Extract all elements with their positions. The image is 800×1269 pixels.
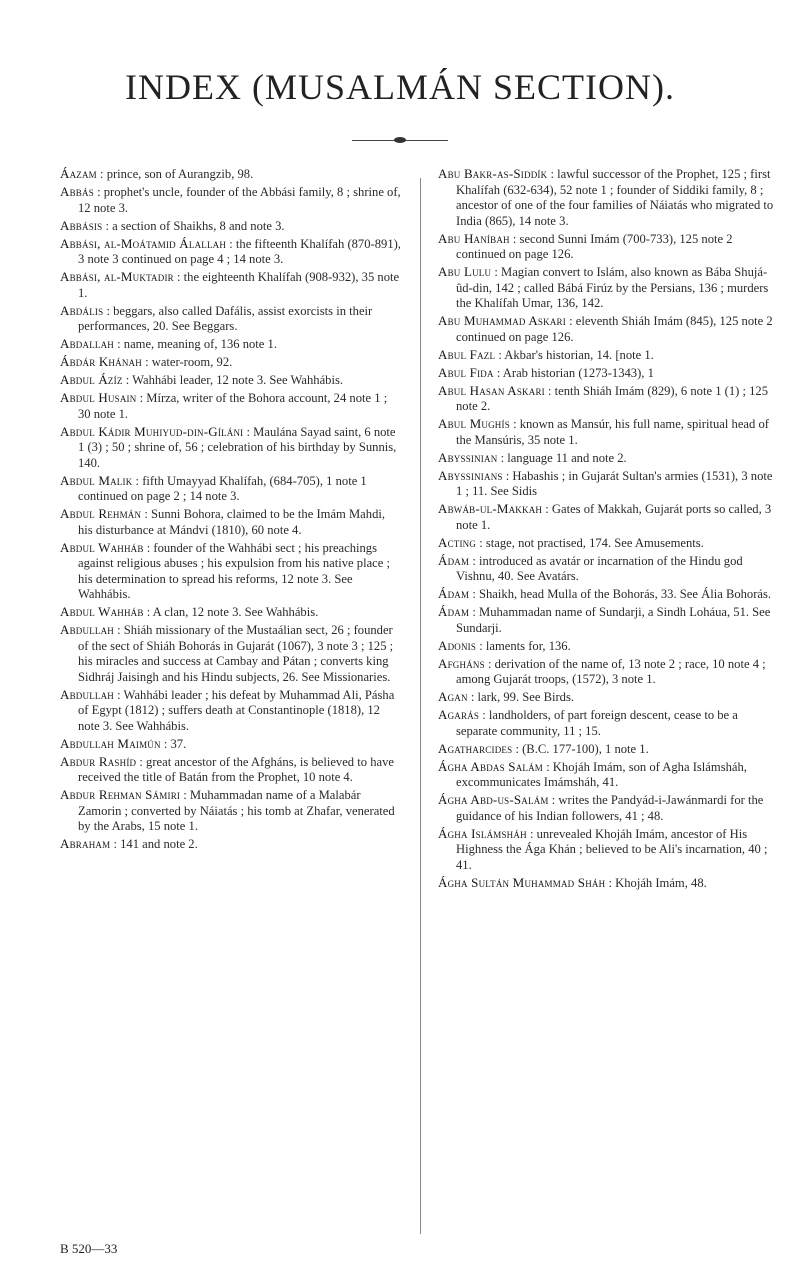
entry-heading: Ágha Abdas Salám bbox=[438, 758, 543, 774]
entry-text: : 141 and note 2. bbox=[113, 837, 198, 851]
entry-heading: Agan bbox=[438, 689, 468, 704]
entry-heading: Abdul Malik bbox=[60, 472, 133, 488]
entry-heading: Abwáb-ul-Makkah bbox=[438, 501, 543, 516]
index-entry bbox=[438, 535, 780, 552]
entry-text: : a section of Shaikhs, 8 and note 3. bbox=[105, 218, 285, 233]
entry-heading: Ádam bbox=[438, 604, 470, 619]
entry-heading: Ábdár Khánah bbox=[60, 354, 142, 369]
entry-text: : Shiáh missionary of the Mustaálian sect, 26 ; founder of the sect of Shiáh Bohorás in Gujarát (1067), 3 note 3 ; 125 ; his miracles and success at Cambay and Pátan ; converts king Sidhráj Jaisingh and his Hindu subjects, 26. See Missionaries. bbox=[78, 623, 394, 684]
entry-heading: Abdur Rashíd bbox=[60, 753, 137, 769]
entry-text: : Arab historian (1273-1343), 1 bbox=[496, 365, 654, 380]
entry-text: : A clan, 12 note 3. See Wahhábis. bbox=[146, 605, 319, 619]
index-entry bbox=[60, 390, 402, 422]
entry-text: : beggars, also called Dafális, assist exorcists in their performances, 20. See Beggars. bbox=[78, 303, 373, 333]
entry-heading: Acting bbox=[438, 534, 477, 550]
entry-text: : name, meaning of, 136 note 1. bbox=[117, 337, 277, 351]
entry-text: : Khojáh Imám, son of Agha Islámsháh, excommunicates Imámsháh, 41. bbox=[456, 759, 747, 789]
index-entry bbox=[60, 836, 402, 853]
index-column-left bbox=[60, 166, 402, 854]
entry-text: : derivation of the name of, 13 note 2 ; race, 10 note 4 ; among Gujarát troops, (1572), 3 note 1. bbox=[456, 656, 766, 686]
index-entry bbox=[438, 313, 780, 345]
entry-text: : Wahhábi leader, 12 note 3. See Wahhábis. bbox=[125, 373, 344, 387]
entry-heading: Abdul Ázíz bbox=[60, 372, 123, 387]
entry-text: : Habashis ; in Gujarát Sultan's armies (1531), 3 note 1 ; 11. See Sidis bbox=[456, 468, 773, 498]
entry-text: : introduced as avatár or incarnation of the Hindu god Vishnu, 40. See Avatárs. bbox=[456, 553, 743, 583]
index-column-right bbox=[438, 166, 780, 893]
index-entry bbox=[60, 687, 402, 735]
entry-text: : Sunni Bohora, claimed to be the Imám Mahdi, his disturbance at Mándvi (1810), 60 note 4. bbox=[78, 507, 386, 537]
entry-heading: Agarás bbox=[438, 707, 480, 722]
entry-heading: Abu Haníbah bbox=[438, 230, 510, 246]
entry-heading: Agatharcides bbox=[438, 740, 513, 756]
entry-text: : second Sunni Imám (700-733), 125 note 2 continued on page 126. bbox=[456, 231, 733, 261]
entry-heading: Ágha Islámsháh bbox=[438, 825, 527, 841]
index-entry bbox=[60, 336, 402, 353]
entry-heading: Afgháns bbox=[438, 655, 485, 671]
index-entry bbox=[60, 473, 402, 505]
entry-heading: Ádam bbox=[438, 586, 470, 601]
entry-text: : laments for, 136. bbox=[479, 638, 571, 653]
index-entry bbox=[438, 689, 780, 706]
entry-heading: Abdullah bbox=[60, 686, 114, 702]
index-entry bbox=[438, 759, 780, 791]
index-entry bbox=[438, 231, 780, 263]
index-entry bbox=[60, 166, 402, 183]
index-entry bbox=[60, 754, 402, 786]
index-entry bbox=[438, 347, 780, 364]
index-entry bbox=[60, 540, 402, 603]
entry-heading: Abdallah bbox=[60, 336, 114, 351]
index-entry bbox=[438, 792, 780, 824]
index-entry bbox=[60, 787, 402, 835]
entry-heading: Adonis bbox=[438, 637, 477, 653]
entry-text: : unrevealed Khojáh Imám, ancestor of His Highness the Ága Khán ; believed to be Ali's incarnation, 40 ; 41. bbox=[456, 826, 768, 872]
index-entry bbox=[438, 707, 780, 739]
entry-text: : eleventh Shiáh Imám (845), 125 note 2 continued on page 126. bbox=[456, 314, 773, 344]
entry-text: : Maulána Sayad saint, 6 note 1 (3) ; 50 ; shrine of, 56 ; celebration of his birthday by Sunnis, 140. bbox=[78, 424, 397, 470]
index-entry bbox=[438, 365, 780, 382]
entry-heading: Abdullah bbox=[60, 622, 114, 637]
entry-text: : tenth Shiáh Imám (829), 6 note 1 (1) ; 125 note 2. bbox=[456, 383, 769, 413]
index-entry bbox=[60, 604, 402, 621]
index-entry bbox=[438, 501, 780, 533]
index-entry bbox=[438, 826, 780, 874]
entry-heading: Abdul Kádir Muhiyud-din-Gíláni bbox=[60, 423, 244, 439]
entry-heading: Abu Muhammad Askari bbox=[438, 313, 566, 328]
entry-heading: Abul Fazl bbox=[438, 346, 496, 362]
entry-heading: Ágha Abd-us-Salám bbox=[438, 792, 549, 807]
entry-text: : known as Mansúr, his full name, spiritual head of the Mansúris, 35 note 1. bbox=[456, 417, 769, 447]
entry-text: : fifth Umayyad Khalífah, (684-705), 1 note 1 continued on page 2 ; 14 note 3. bbox=[78, 473, 367, 503]
index-entry bbox=[60, 354, 402, 371]
entry-heading: Abbásis bbox=[60, 217, 103, 233]
entry-text: : founder of the Wahhábi sect ; his preachings against religious abuses ; his expulsion from his native place ; his determination to spread his reforms, 12 note 3. See Wahhábis. bbox=[78, 540, 390, 601]
entry-text: : the eighteenth Khalífah (908-932), 35 note 1. bbox=[78, 270, 400, 300]
index-entry bbox=[438, 383, 780, 415]
index-entry bbox=[60, 303, 402, 335]
entry-heading: Abu Lulu bbox=[438, 264, 492, 279]
entry-heading: Abul Fida bbox=[438, 364, 494, 380]
entry-heading: Abul Mughís bbox=[438, 416, 510, 431]
entry-heading: Abdur Rehman Sámiri bbox=[60, 787, 181, 802]
entry-text: : Magian convert to Islám, also known as Bába Shujá-ûd-din, 142 ; called Bábá Firúz by the Persians, 136 ; murders the Khalífah Umar, 136, 142. bbox=[456, 265, 769, 310]
index-entry bbox=[60, 218, 402, 235]
entry-heading: Abdul Rehmán bbox=[60, 506, 142, 521]
entry-heading: Abu Bakr-as-Siddík bbox=[438, 166, 548, 181]
entry-text: : language 11 and note 2. bbox=[500, 450, 627, 465]
entry-text: : stage, not practised, 174. See Amusements. bbox=[479, 535, 704, 550]
entry-text: : Mírza, writer of the Bohora account, 24 note 1 ; 30 note 1. bbox=[78, 391, 388, 421]
entry-heading: Abdul Wahháb bbox=[60, 604, 144, 619]
index-entry bbox=[438, 604, 780, 636]
entry-heading: Abdális bbox=[60, 302, 104, 318]
column-divider bbox=[420, 178, 421, 1234]
index-entry bbox=[438, 586, 780, 603]
entry-text: : Khojáh Imám, 48. bbox=[608, 875, 707, 890]
entry-heading: Abraham bbox=[60, 836, 111, 851]
entry-text: : Muhammadan name of Sundarji, a Sindh Loháua, 51. See Sundarji. bbox=[456, 605, 771, 635]
entry-text: : lark, 99. See Birds. bbox=[470, 690, 575, 704]
entry-text: : prophet's uncle, founder of the Abbási family, 8 ; shrine of, 12 note 3. bbox=[78, 185, 401, 215]
entry-heading: Abbási, al-Muktadir bbox=[60, 269, 174, 284]
signature-mark: B 520—33 bbox=[60, 1241, 118, 1256]
entry-text: : water-room, 92. bbox=[145, 355, 233, 369]
entry-text: : Wahhábi leader ; his defeat by Muhammad Ali, Pásha of Egypt (1812) ; suffers death at Constantinople (1818), 12 note 3. See Wahhábis. bbox=[78, 687, 395, 733]
index-entry bbox=[60, 506, 402, 538]
entry-text: : Shaikh, head Mulla of the Bohorás, 33. See Ália Bohorás. bbox=[472, 587, 772, 601]
entry-text: : writes the Pandyád-i-Jawánmardi for the guidance of his Indian followers, 41 ; 48. bbox=[456, 793, 764, 823]
index-entry bbox=[438, 416, 780, 448]
index-entry bbox=[60, 184, 402, 216]
entry-heading: Abul Hasan Askari bbox=[438, 382, 545, 398]
index-entry bbox=[60, 622, 402, 685]
index-entry bbox=[60, 736, 402, 753]
entry-text: : 37. bbox=[163, 736, 187, 751]
index-entry bbox=[60, 236, 402, 268]
entry-text: : prince, son of Aurangzib, 98. bbox=[100, 167, 254, 181]
entry-text: : Akbar's historian, 14. [note 1. bbox=[498, 347, 654, 362]
entry-heading: Ágha Sultán Muhammad Sháh bbox=[438, 874, 606, 890]
ornament-dot bbox=[394, 137, 406, 143]
index-entry bbox=[438, 264, 780, 312]
entry-heading: Áazam bbox=[60, 166, 97, 181]
index-entry bbox=[60, 372, 402, 389]
entry-text: : (B.C. 177-100), 1 note 1. bbox=[515, 741, 649, 756]
index-entry bbox=[438, 553, 780, 585]
entry-text: : lawful successor of the Prophet, 125 ; first Khalífah (632-634), 52 note 1 ; founder of Siddiki family, 8 ; ancestor of one of the four families of Náiatás who migrated to India (865), 14 note 3. bbox=[456, 167, 774, 228]
entry-heading: Abyssinian bbox=[438, 449, 498, 465]
entry-heading: Abdullah Maimún bbox=[60, 735, 161, 751]
entry-heading: Abbási, al-Moátamid Álallah bbox=[60, 235, 227, 251]
entry-heading: Abbás bbox=[60, 184, 94, 199]
index-entry bbox=[438, 468, 780, 500]
entry-text: : landholders, of part foreign descent, cease to be a separate community, 11 ; 15. bbox=[456, 708, 738, 738]
index-entry bbox=[438, 741, 780, 758]
entry-text: : great ancestor of the Afgháns, is believed to have received the title of Batán from the Prophet, 10 note 4. bbox=[78, 754, 394, 784]
index-entry bbox=[438, 638, 780, 655]
entry-heading: Abdul Wahháb bbox=[60, 539, 144, 555]
entry-text: : Muhammadan name of a Malabár Zamorin ; converted by Náiatás ; his tomb at Zhafar, venerated by the Arabs, 15 note 1. bbox=[78, 788, 395, 833]
index-entry bbox=[438, 875, 780, 892]
index-entry bbox=[438, 450, 780, 467]
entry-text: : Gates of Makkah, Gujarát ports so called, 3 note 1. bbox=[456, 502, 772, 532]
index-entry bbox=[438, 656, 780, 688]
entry-heading: Abyssinians bbox=[438, 467, 503, 483]
index-entry bbox=[60, 424, 402, 472]
index-entry bbox=[438, 166, 780, 229]
entry-text: : the fifteenth Khalífah (870-891), 3 note 3 continued on page 4 ; 14 note 3. bbox=[78, 236, 401, 266]
entry-heading: Ádam bbox=[438, 552, 470, 568]
page-title: INDEX (MUSALMÁN SECTION). bbox=[125, 67, 675, 107]
index-entry bbox=[60, 269, 402, 301]
entry-heading: Abdul Husain bbox=[60, 390, 137, 405]
